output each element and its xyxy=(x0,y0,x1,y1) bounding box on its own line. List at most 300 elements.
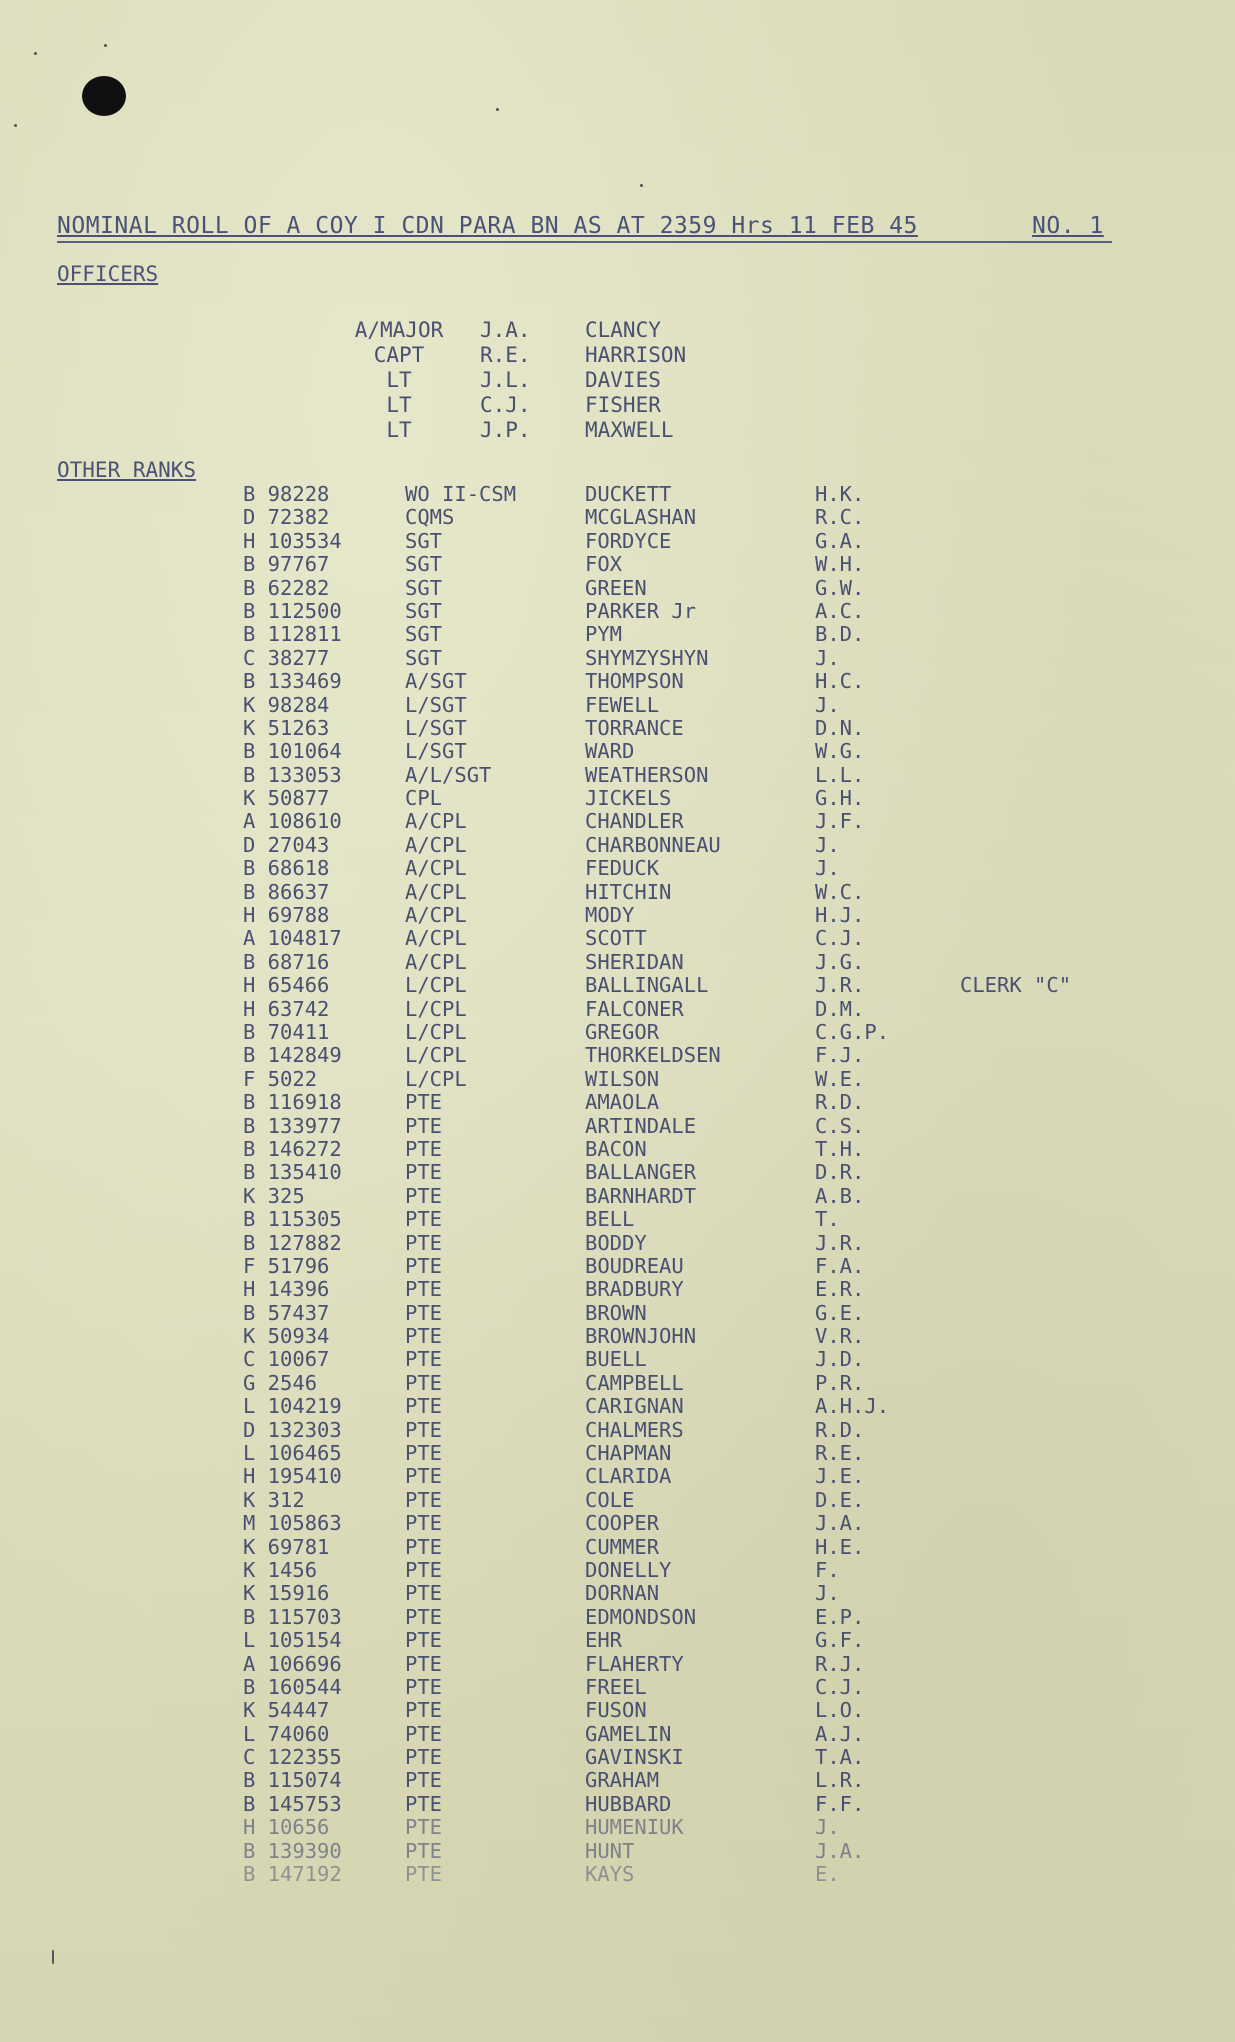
surname: MODY xyxy=(585,903,635,928)
table-row xyxy=(243,483,1100,506)
initials: C.S. xyxy=(815,1113,865,1138)
initials: L.L. xyxy=(815,762,865,787)
table-row xyxy=(243,1536,1100,1559)
initials: J.F. xyxy=(815,809,865,834)
document-number: NO. 1 xyxy=(1032,213,1104,239)
officer-initials: J.A. xyxy=(480,318,531,342)
initials: E.P. xyxy=(815,1604,865,1629)
service-number: K 98284 xyxy=(243,692,330,717)
service-number: H 14396 xyxy=(243,1277,330,1302)
table-row xyxy=(243,1653,1100,1676)
note xyxy=(960,1068,1100,1091)
service-number: B 146272 xyxy=(243,1136,342,1161)
initials: H.K. xyxy=(815,482,865,506)
note: CLERK "C" xyxy=(960,973,1072,998)
paper-speck xyxy=(496,108,499,111)
initials: L.R. xyxy=(815,1768,865,1793)
officer-surname: MAXWELL xyxy=(585,418,674,442)
surname: FUSON xyxy=(585,1698,647,1723)
initials: H.J. xyxy=(815,903,865,928)
initials: A.C. xyxy=(815,598,865,623)
note xyxy=(960,1044,1100,1067)
rank: PTE xyxy=(405,1464,443,1489)
rank: PTE xyxy=(405,1604,443,1629)
officer-surname: CLANCY xyxy=(585,318,661,342)
service-number: B 112500 xyxy=(243,598,342,623)
surname: SCOTT xyxy=(585,926,647,951)
initials: L.O. xyxy=(815,1698,865,1723)
service-number: K 1456 xyxy=(243,1557,318,1582)
surname: SHERIDAN xyxy=(585,949,684,974)
initials: G.E. xyxy=(815,1300,865,1325)
note xyxy=(960,1091,1100,1114)
service-number: G 2546 xyxy=(243,1370,318,1395)
rank: A/CPL xyxy=(405,949,467,974)
service-number: A 108610 xyxy=(243,809,342,834)
service-number: K 51263 xyxy=(243,715,330,740)
surname: WILSON xyxy=(585,1066,660,1091)
note xyxy=(960,764,1100,787)
rank: PTE xyxy=(405,1183,443,1208)
rank: A/CPL xyxy=(405,856,467,881)
surname: FORDYCE xyxy=(585,528,672,553)
note xyxy=(960,1582,1100,1605)
rank: A/CPL xyxy=(405,879,467,904)
officer-rank: LT xyxy=(386,418,412,442)
note xyxy=(960,787,1100,810)
table-row xyxy=(243,1044,1100,1067)
table-row xyxy=(243,670,1100,693)
table-row xyxy=(243,1325,1100,1348)
note xyxy=(960,1138,1100,1161)
service-number: K 15916 xyxy=(243,1581,330,1606)
initials: W.G. xyxy=(815,739,865,764)
table-row xyxy=(243,1302,1100,1325)
surname: BUELL xyxy=(585,1347,647,1372)
note xyxy=(960,1793,1100,1816)
surname: HUNT xyxy=(585,1838,635,1863)
initials: T.A. xyxy=(815,1745,865,1770)
surname: PYM xyxy=(585,622,623,647)
initials: T.H. xyxy=(815,1136,865,1161)
service-number: B 115305 xyxy=(243,1207,342,1232)
paper-speck xyxy=(104,44,107,47)
table-row xyxy=(243,1021,1100,1044)
table-row xyxy=(243,1629,1100,1652)
table-row xyxy=(243,951,1100,974)
surname: EHR xyxy=(585,1628,623,1653)
service-number: B 98228 xyxy=(243,482,330,506)
rank: PTE xyxy=(405,1815,443,1840)
service-number: B 133977 xyxy=(243,1113,342,1138)
initials: J. xyxy=(815,832,840,857)
note xyxy=(960,810,1100,833)
note xyxy=(960,1723,1100,1746)
note xyxy=(960,1185,1100,1208)
service-number: F 5022 xyxy=(243,1066,318,1091)
table-row xyxy=(243,1442,1100,1465)
initials: H.C. xyxy=(815,669,865,694)
surname: GRAHAM xyxy=(585,1768,660,1793)
service-number: L 104219 xyxy=(243,1394,342,1419)
table-row xyxy=(243,1582,1100,1605)
surname: CHALMERS xyxy=(585,1417,684,1442)
surname: DORNAN xyxy=(585,1581,660,1606)
service-number: H 63742 xyxy=(243,996,330,1021)
officer-rank: LT xyxy=(386,368,412,392)
table-row xyxy=(243,787,1100,810)
table-row xyxy=(243,740,1100,763)
initials: F. xyxy=(815,1557,840,1582)
officer-initials: C.J. xyxy=(480,393,531,417)
rank: A/L/SGT xyxy=(405,762,492,787)
surname: CARIGNAN xyxy=(585,1394,684,1419)
note xyxy=(960,1395,1100,1418)
table-row xyxy=(243,974,1100,997)
officer-rank: CAPT xyxy=(373,343,425,367)
rank: L/SGT xyxy=(405,715,467,740)
rank: PTE xyxy=(405,1487,443,1512)
surname: GREEN xyxy=(585,575,647,600)
service-number: K 325 xyxy=(243,1183,305,1208)
service-number: B 115703 xyxy=(243,1604,342,1629)
service-number: B 135410 xyxy=(243,1160,342,1185)
surname: MCGLASHAN xyxy=(585,505,697,530)
note xyxy=(960,951,1100,974)
initials: J.R. xyxy=(815,973,865,998)
rank: SGT xyxy=(405,575,443,600)
table-row xyxy=(243,810,1100,833)
surname: FEWELL xyxy=(585,692,660,717)
initials: G.A. xyxy=(815,528,865,553)
surname: FOX xyxy=(585,552,623,577)
officer-rank: A/MAJOR xyxy=(354,318,444,342)
surname: BROWNJOHN xyxy=(585,1324,697,1349)
service-number: B 57437 xyxy=(243,1300,330,1325)
rank: PTE xyxy=(405,1441,443,1466)
table-row xyxy=(243,1348,1100,1371)
rank: PTE xyxy=(405,1207,443,1232)
officer-initials: J.P. xyxy=(480,418,531,442)
service-number: B 62282 xyxy=(243,575,330,600)
table-row xyxy=(243,1465,1100,1488)
initials: G.H. xyxy=(815,786,865,811)
surname: HUMENIUK xyxy=(585,1815,684,1840)
table-row xyxy=(243,1746,1100,1769)
note xyxy=(960,530,1100,553)
service-number: B 68716 xyxy=(243,949,330,974)
initials: R.E. xyxy=(815,1441,865,1466)
table-row xyxy=(243,1161,1100,1184)
service-number: D 72382 xyxy=(243,505,330,530)
surname: GREGOR xyxy=(585,1019,660,1044)
surname: HITCHIN xyxy=(585,879,672,904)
table-row xyxy=(243,927,1100,950)
initials: E. xyxy=(815,1862,840,1887)
rank: L/CPL xyxy=(405,996,467,1021)
rank: PTE xyxy=(405,1534,443,1559)
service-number: B 160544 xyxy=(243,1674,342,1699)
service-number: C 10067 xyxy=(243,1347,330,1372)
table-row xyxy=(243,1372,1100,1395)
service-number: B 116918 xyxy=(243,1090,342,1115)
table-row xyxy=(243,1769,1100,1792)
other-ranks-heading: OTHER RANKS xyxy=(57,458,197,482)
rank: PTE xyxy=(405,1674,443,1699)
note xyxy=(960,694,1100,717)
initials: J. xyxy=(815,692,840,717)
initials: A.B. xyxy=(815,1183,865,1208)
rank: WO II-CSM xyxy=(405,482,517,506)
table-row xyxy=(243,530,1100,553)
service-number: K 50877 xyxy=(243,786,330,811)
table-row xyxy=(243,1419,1100,1442)
rank: L/SGT xyxy=(405,739,467,764)
officer-row xyxy=(318,368,785,393)
officer-surname: DAVIES xyxy=(585,368,661,392)
initials: C.G.P. xyxy=(815,1019,890,1044)
initials: W.C. xyxy=(815,879,865,904)
service-number: D 27043 xyxy=(243,832,330,857)
surname: COOPER xyxy=(585,1511,660,1536)
initials: W.E. xyxy=(815,1066,865,1091)
surname: CHANDLER xyxy=(585,809,684,834)
rank: L/CPL xyxy=(405,1043,467,1068)
initials: C.J. xyxy=(815,1674,865,1699)
surname: FREEL xyxy=(585,1674,647,1699)
initials: A.J. xyxy=(815,1721,865,1746)
rank: PTE xyxy=(405,1394,443,1419)
note xyxy=(960,1699,1100,1722)
officer-surname: HARRISON xyxy=(585,343,687,367)
rank: PTE xyxy=(405,1838,443,1863)
service-number: B 145753 xyxy=(243,1791,342,1816)
note xyxy=(960,927,1100,950)
note xyxy=(960,1746,1100,1769)
surname: CUMMER xyxy=(585,1534,660,1559)
initials: J.E. xyxy=(815,1464,865,1489)
note xyxy=(960,1653,1100,1676)
table-row xyxy=(243,1489,1100,1512)
initials: G.F. xyxy=(815,1628,865,1653)
surname: GAMELIN xyxy=(585,1721,672,1746)
service-number: B 115074 xyxy=(243,1768,342,1793)
service-number: B 142849 xyxy=(243,1043,342,1068)
table-row xyxy=(243,1793,1100,1816)
note xyxy=(960,1863,1100,1886)
officer-initials: R.E. xyxy=(480,343,531,367)
officer-rank: LT xyxy=(386,393,412,417)
initials: J. xyxy=(815,1581,840,1606)
officer-row xyxy=(318,318,785,343)
table-row xyxy=(243,881,1100,904)
surname: WARD xyxy=(585,739,635,764)
rank: A/CPL xyxy=(405,926,467,951)
table-row xyxy=(243,1840,1100,1863)
note xyxy=(960,1161,1100,1184)
initials: D.E. xyxy=(815,1487,865,1512)
initials: J.R. xyxy=(815,1230,865,1255)
rank: PTE xyxy=(405,1721,443,1746)
table-row xyxy=(243,904,1100,927)
table-row xyxy=(243,1068,1100,1091)
service-number: L 106465 xyxy=(243,1441,342,1466)
note xyxy=(960,600,1100,623)
officer-initials: J.L. xyxy=(480,368,531,392)
note xyxy=(960,1021,1100,1044)
service-number: B 127882 xyxy=(243,1230,342,1255)
note xyxy=(960,1348,1100,1371)
initials: J. xyxy=(815,856,840,881)
rank: PTE xyxy=(405,1862,443,1887)
initials: D.M. xyxy=(815,996,865,1021)
initials: R.D. xyxy=(815,1090,865,1115)
note xyxy=(960,1606,1100,1629)
service-number: C 38277 xyxy=(243,645,330,670)
initials: A.H.J. xyxy=(815,1394,890,1419)
surname: KAYS xyxy=(585,1862,635,1887)
table-row xyxy=(243,577,1100,600)
note xyxy=(960,1769,1100,1792)
initials: J. xyxy=(815,645,840,670)
table-row xyxy=(243,1676,1100,1699)
note xyxy=(960,1278,1100,1301)
initials: R.J. xyxy=(815,1651,865,1676)
rank: PTE xyxy=(405,1370,443,1395)
surname: BODDY xyxy=(585,1230,647,1255)
rank: L/CPL xyxy=(405,1066,467,1091)
surname: COLE xyxy=(585,1487,635,1512)
note xyxy=(960,483,1100,506)
note xyxy=(960,1232,1100,1255)
table-row xyxy=(243,1699,1100,1722)
rank: PTE xyxy=(405,1417,443,1442)
rank: PTE xyxy=(405,1557,443,1582)
surname: CHAPMAN xyxy=(585,1441,672,1466)
table-row xyxy=(243,764,1100,787)
initials: J.D. xyxy=(815,1347,865,1372)
rank: PTE xyxy=(405,1277,443,1302)
initials: F.J. xyxy=(815,1043,865,1068)
surname: HUBBARD xyxy=(585,1791,672,1816)
note xyxy=(960,1840,1100,1863)
surname: GAVINSKI xyxy=(585,1745,684,1770)
table-row xyxy=(243,717,1100,740)
note xyxy=(960,1465,1100,1488)
surname: FEDUCK xyxy=(585,856,660,881)
initials: B.D. xyxy=(815,622,865,647)
rank: PTE xyxy=(405,1698,443,1723)
note xyxy=(960,1442,1100,1465)
table-row xyxy=(243,1208,1100,1231)
table-row xyxy=(243,1559,1100,1582)
table-row xyxy=(243,506,1100,529)
service-number: H 65466 xyxy=(243,973,330,998)
note xyxy=(960,1676,1100,1699)
rank: A/SGT xyxy=(405,669,467,694)
service-number: B 112811 xyxy=(243,622,342,647)
initials: J.G. xyxy=(815,949,865,974)
rank: SGT xyxy=(405,645,443,670)
rank: PTE xyxy=(405,1651,443,1676)
note xyxy=(960,1372,1100,1395)
rank: PTE xyxy=(405,1347,443,1372)
note xyxy=(960,1536,1100,1559)
note xyxy=(960,1115,1100,1138)
rank: PTE xyxy=(405,1511,443,1536)
table-row xyxy=(243,1723,1100,1746)
note xyxy=(960,1302,1100,1325)
initials: F.F. xyxy=(815,1791,865,1816)
rank: PTE xyxy=(405,1230,443,1255)
surname: BROWN xyxy=(585,1300,647,1325)
service-number: B 86637 xyxy=(243,879,330,904)
surname: CHARBONNEAU xyxy=(585,832,721,857)
note xyxy=(960,1629,1100,1652)
service-number: C 122355 xyxy=(243,1745,342,1770)
table-row xyxy=(243,623,1100,646)
officer-surname: FISHER xyxy=(585,393,661,417)
officer-row xyxy=(318,343,785,368)
note xyxy=(960,1255,1100,1278)
surname: BARNHARDT xyxy=(585,1183,697,1208)
initials: J.A. xyxy=(815,1511,865,1536)
note xyxy=(960,998,1100,1021)
rank: PTE xyxy=(405,1253,443,1278)
officer-row xyxy=(318,418,785,443)
initials: R.D. xyxy=(815,1417,865,1442)
table-row xyxy=(243,1395,1100,1418)
rank: PTE xyxy=(405,1160,443,1185)
service-number: K 69781 xyxy=(243,1534,330,1559)
service-number: B 139390 xyxy=(243,1838,342,1863)
rank: PTE xyxy=(405,1090,443,1115)
surname: TORRANCE xyxy=(585,715,684,740)
service-number: B 133469 xyxy=(243,669,342,694)
surname: FLAHERTY xyxy=(585,1651,684,1676)
service-number: K 54447 xyxy=(243,1698,330,1723)
initials: D.R. xyxy=(815,1160,865,1185)
rank: SGT xyxy=(405,552,443,577)
note xyxy=(960,1559,1100,1582)
table-row xyxy=(243,1606,1100,1629)
initials: V.R. xyxy=(815,1324,865,1349)
service-number: B 101064 xyxy=(243,739,342,764)
table-row xyxy=(243,834,1100,857)
service-number: H 69788 xyxy=(243,903,330,928)
initials: J. xyxy=(815,1815,840,1840)
table-row xyxy=(243,1278,1100,1301)
rank: A/CPL xyxy=(405,809,467,834)
rank: PTE xyxy=(405,1113,443,1138)
surname: BACON xyxy=(585,1136,647,1161)
rank: PTE xyxy=(405,1768,443,1793)
table-row xyxy=(243,1115,1100,1138)
surname: THOMPSON xyxy=(585,669,684,694)
initials: E.R. xyxy=(815,1277,865,1302)
officer-row xyxy=(318,393,785,418)
table-row xyxy=(243,694,1100,717)
rank: L/CPL xyxy=(405,973,467,998)
service-number: K 50934 xyxy=(243,1324,330,1349)
service-number: B 68618 xyxy=(243,856,330,881)
table-row xyxy=(243,1512,1100,1535)
paper-mark xyxy=(52,1950,54,1964)
rank: PTE xyxy=(405,1745,443,1770)
note xyxy=(960,577,1100,600)
initials: G.W. xyxy=(815,575,865,600)
other-ranks-list xyxy=(243,483,1100,1886)
